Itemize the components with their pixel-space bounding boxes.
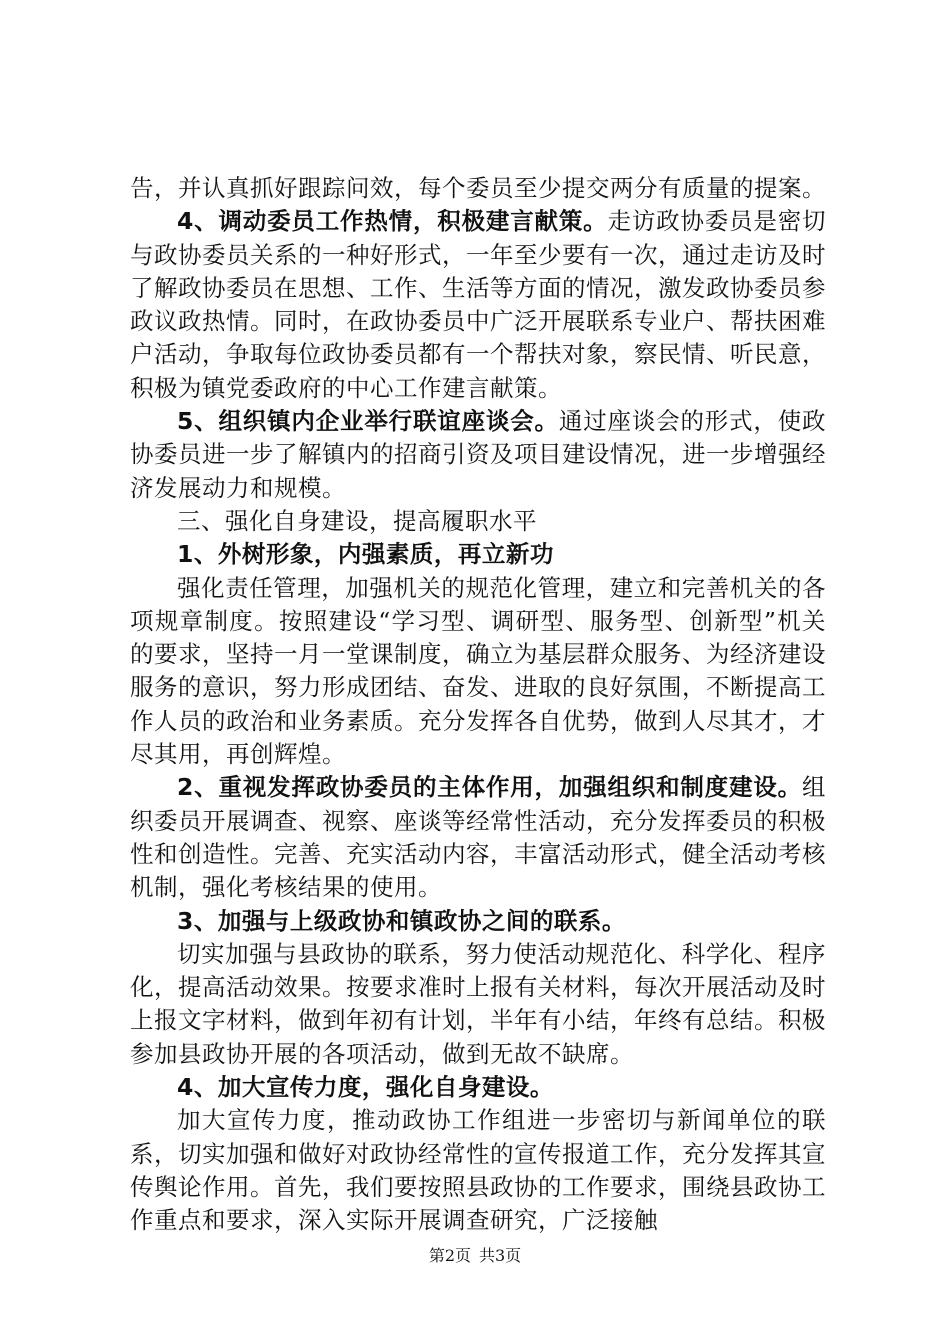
paragraph-subsection-2 <box>130 771 826 904</box>
subsection-1-heading: 1、外树形象，内强素质，再立新功 <box>177 540 554 569</box>
subsection-3-heading: 3、加强与上级政协和镇政协之间的联系。 <box>177 906 626 935</box>
document-body <box>130 172 826 1238</box>
paragraph-continued: 告，并认真抓好跟踪问效，每个委员至少提交两分有质量的提案。 <box>130 174 826 202</box>
item-4-heading: 4、调动委员工作热情，积极建言献策。 <box>177 207 608 236</box>
subsection-1-body: 强化责任管理，加强机关的规范化管理，建立和完善机关的各项规章制度。按照建设“学习型、调研型、服务型、创新型”机关的要求，坚持一月一堂课制度，确立为基层群众服务、为经济建设服务的意识，努力形成团结、奋发、进取的良好氛围，不断提高工作人员的政治和业务素质。充分发挥各自优势，做到人尽其才，才尽其用，再创辉煌。 <box>130 573 826 769</box>
page-total: 共3页 <box>479 1246 522 1265</box>
subsection-2-body: 组织委员开展调查、视察、座谈等经常性活动，充分发挥委员的积极性和创造性。完善、充实活动内容，丰富活动形式，健全活动考核机制，强化考核结果的使用。 <box>130 773 826 902</box>
item-4-body: 走访政协委员是密切与政协委员关系的一种好形式，一年至少要有一次，通过走访及时了解政协委员在思想、工作、生活等方面的情况，激发政协委员参政议政热情。同时，在政协委员中广泛开展联系专业户、帮扶困难户活动，争取每位政协委员都有一个帮扶对象，察民情、听民意，积极为镇党委政府的中心工作建言献策。 <box>130 207 827 402</box>
page-footer <box>0 1243 950 1266</box>
page-number: 第2页 <box>428 1246 471 1265</box>
subsection-4-body: 加大宣传力度，推动政协工作组进一步密切与新闻单位的联系，切实加强和做好对政协经常性的宣传报道工作，充分发挥其宣传舆论作用。首先，我们要按照县政协的工作要求，围绕县政协工作重点和要求，深入实际开展调查研究，广泛接触 <box>130 1106 826 1235</box>
paragraph-item-4 <box>130 205 826 405</box>
subsection-4-heading: 4、加大宣传力度，强化自身建设。 <box>177 1073 554 1102</box>
item-5-heading: 5、组织镇内企业举行联谊座谈会。 <box>177 407 559 436</box>
paragraph-item-5 <box>130 405 826 505</box>
subsection-3-body: 切实加强与县政协的联系，努力使活动规范化、科学化、程序化，提高活动效果。按要求准时上报有关材料，每次开展活动及时上报文字材料，做到年初有计划，半年有小结，年终有总结。积极参加县政协开展的各项活动，做到无故不缺席。 <box>130 939 826 1068</box>
item-5-body: 通过座谈会的形式，使政协委员进一步了解镇内的招商引资及项目建设情况，进一步增强经济发展动力和规模。 <box>130 407 827 502</box>
subsection-2-heading: 2、重视发挥政协委员的主体作用，加强组织和制度建设。 <box>177 773 802 802</box>
section-3-heading: 三、强化自身建设，提高履职水平 <box>177 506 537 535</box>
